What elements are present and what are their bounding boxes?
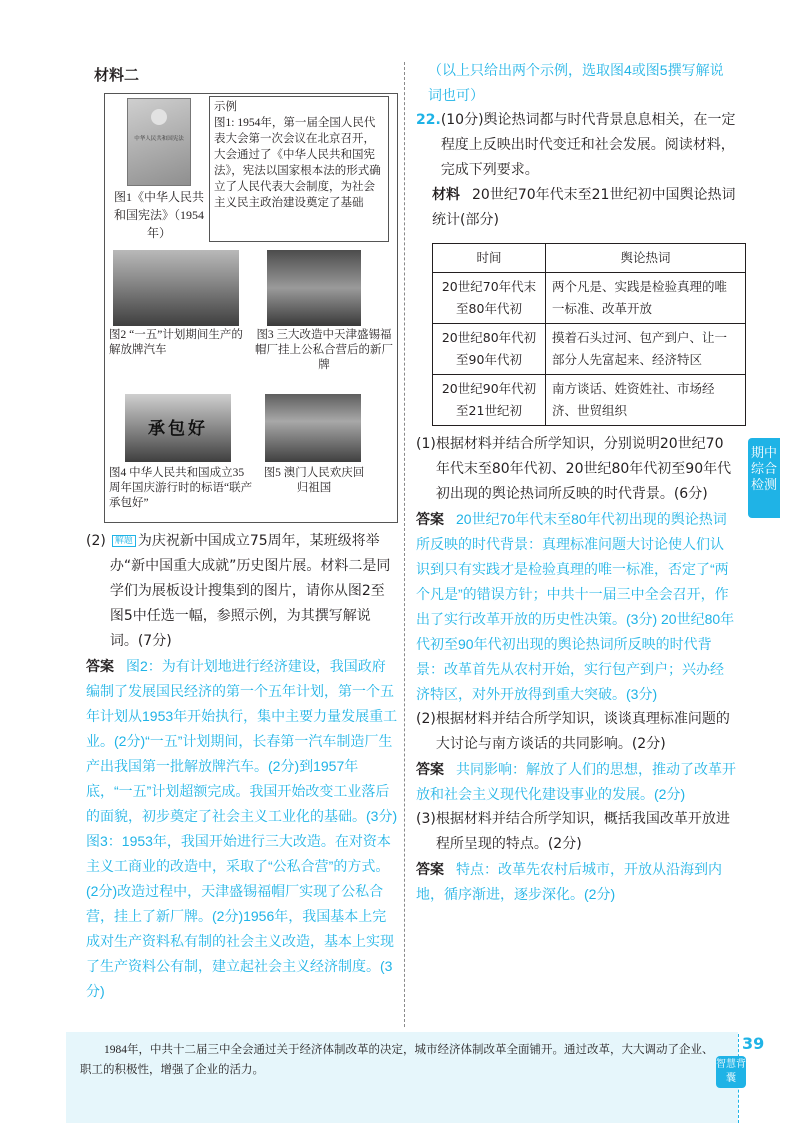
answer-label: 答案 <box>416 861 444 877</box>
table-header: 时间 <box>433 244 546 273</box>
table-cell-words: 摸着石头过河、包产到户、让一部分人先富起来、经济特区 <box>546 324 746 375</box>
book-title: 中华人民共和国宪法 <box>134 136 184 142</box>
question-2-number: (2) <box>86 533 106 549</box>
left-column <box>86 58 398 1004</box>
table-cell-period: 20世纪70年代末至80年代初 <box>433 273 546 324</box>
answer-figure-2 <box>86 654 398 829</box>
material-text: 20世纪70年代末至21世纪初中国舆论热词统计(部分) <box>432 187 736 228</box>
sub-question-3 <box>416 807 736 857</box>
example-note: （以上只给出两个示例，选取图4或图5撰写解说词也可） <box>428 62 724 103</box>
answer-label: 答案 <box>416 511 444 527</box>
answer-figure-3: 图3：1953年，我国开始进行三大改造。在对资本主义工商业的改造中，采取了“公私合营”的方式。(2分)改造过程中，天津盛锡福帽厂实现了公私合营，挂上了新厂牌。(2分)1956年，我国基本上完成对生产资料私有制的社会主义改造，基本上实现了生产资料公有制，建立起社会主义经济制度。(3分) <box>86 833 394 999</box>
table-row <box>433 324 746 375</box>
figure-box <box>104 93 398 523</box>
column-divider <box>404 62 405 1027</box>
example-title: 示例 <box>214 101 237 113</box>
section-side-tab: 期中综合检测 <box>748 438 780 518</box>
liberation-trucks-photo <box>113 250 239 326</box>
answer-label: 答案 <box>86 658 114 674</box>
table-cell-period: 20世纪90年代初至21世纪初 <box>433 375 546 426</box>
right-column <box>416 58 736 907</box>
sub-question-1-number: (1) <box>416 436 436 452</box>
footer-knowledge-text: 1984年，中共十二届三中全会通过关于经济体制改革的决定，城市经济体制改革全面铺开。通过改革，大大调动了企业、职工的积极性，增强了企业的活力。 <box>80 1044 714 1076</box>
sub-question-1-text: 根据材料并结合所学知识，分别说明20世纪70年代末至80年代初、20世纪80年代初至90年代初出现的舆论热词所反映的时代背景。(6分) <box>435 436 732 502</box>
material-label: 材料 <box>432 187 460 203</box>
answer-1-text: 20世纪70年代末至80年代初出现的舆论热词所反映的时代背景：真理标准问题大讨论使人们认识到只有实践才是检验真理的唯一标准，否定了“两个凡是”的错误方针；中共十一届三中全会召开，作出了实行改革开放的历史性决策。(3分) 20世纪80年代初至90年代初出现的舆论热词所反映的时代背景：改革首先从农村开始，实行包产到户；兴办经济特区，对外开放得到重大突破。(3分) <box>416 511 735 702</box>
macau-celebration-photo <box>265 394 361 462</box>
smart-pack-logo-icon: 智慧背囊 <box>716 1056 746 1088</box>
answer-3-text: 特点：改革先农村后城市，开放从沿海到内地，循序渐进，逐步深化。(2分) <box>416 861 722 902</box>
fig5-caption: 图5 澳门人民欢庆回归祖国 <box>263 467 365 494</box>
factory-sign-photo <box>267 250 361 326</box>
table-row <box>433 273 746 324</box>
sub-question-2-number: (2) <box>416 711 436 727</box>
question-2-text <box>106 529 398 654</box>
page-number: 39 <box>742 1034 765 1053</box>
example-box <box>209 96 389 242</box>
question-2 <box>86 529 398 654</box>
answer-1 <box>416 507 736 707</box>
question-22-text: (10分)舆论热词都与时代背景息息相关，在一定程度上反映出时代变迁和社会发展。阅读材料，完成下列要求。 <box>440 112 736 178</box>
constitution-book-photo <box>127 98 191 186</box>
sub-question-3-text: 根据材料并结合所学知识，概括我国改革开放进程所呈现的特点。(2分) <box>435 811 730 852</box>
answer-figure-2-text: 图2：为有计划地进行经济建设，我国政府编制了发展国民经济的第一个五年计划，第一个五年计划从1953年开始执行，集中主要力量发展重工业。(2分)“一五”计划期间，长春第一汽车制造厂生产出我国第一批解放牌汽车。(2分)到1957年底，“一五”计划超额完成。我国开始改变工业落后的面貌，初步奠定了社会主义工业化的基础。(3分) <box>86 658 398 824</box>
fig1-caption: 图1《中华人民共和国宪法》（1954年） <box>113 190 204 240</box>
sub-question-3-number: (3) <box>416 811 436 827</box>
answer-label: 答案 <box>416 761 444 777</box>
slogan-sign: 承包好 <box>148 419 208 439</box>
table-cell-words: 南方谈话、姓资姓社、市场经济、世贸组织 <box>546 375 746 426</box>
table-cell-words: 两个凡是、实践是检验真理的唯一标准、改革开放 <box>546 273 746 324</box>
answer-2-text: 共同影响：解放了人们的思想，推动了改革开放和社会主义现代化建设事业的发展。(2分) <box>416 761 736 802</box>
national-emblem-icon <box>151 109 167 125</box>
fig3-caption: 图3 三大改造中天津盛锡福帽厂挂上公私合营后的新厂牌 <box>255 329 393 371</box>
sub-question-2 <box>416 707 736 757</box>
sub-question-2-text: 根据材料并结合所学知识，谈谈真理标准问题的大讨论与南方谈话的共同影响。(2分) <box>435 711 730 752</box>
answer-3 <box>416 857 736 907</box>
hot-words-table <box>432 243 746 426</box>
solution-badge-icon: 解题 <box>112 535 136 547</box>
answer-2 <box>416 757 736 807</box>
material-two-heading: 材料二 <box>94 66 140 84</box>
question-22 <box>416 108 736 183</box>
parade-slogan-photo <box>125 394 231 462</box>
table-cell-period: 20世纪80年代初至90年代初 <box>433 324 546 375</box>
table-header: 舆论热词 <box>546 244 746 273</box>
sub-question-1 <box>416 432 736 507</box>
material-intro <box>416 183 736 233</box>
fig4-caption: 图4 中华人民共和国成立35周年国庆游行时的标语“联产承包好” <box>109 467 253 509</box>
question-2-body: 为庆祝新中国成立75周年，某班级将举办“新中国重大成就”历史图片展。材料二是同学们为展板设计搜集到的图片，请你从图2至图5中任选一幅，参照示例，为其撰写解说词。(7分) <box>109 533 391 649</box>
example-text: 图1: 1954年，第一届全国人民代表大会第一次会议在北京召开，大会通过了《中华人民共和国宪法》，宪法以国家根本法的形式确立了人民代表大会制度，为社会主义民主政治建设奠定了基础 <box>214 117 381 209</box>
question-22-number: 22. <box>416 112 441 128</box>
table-row <box>433 375 746 426</box>
fig2-caption: 图2 “一五”计划期间生产的解放牌汽车 <box>109 329 243 356</box>
table-header-row <box>433 244 746 273</box>
